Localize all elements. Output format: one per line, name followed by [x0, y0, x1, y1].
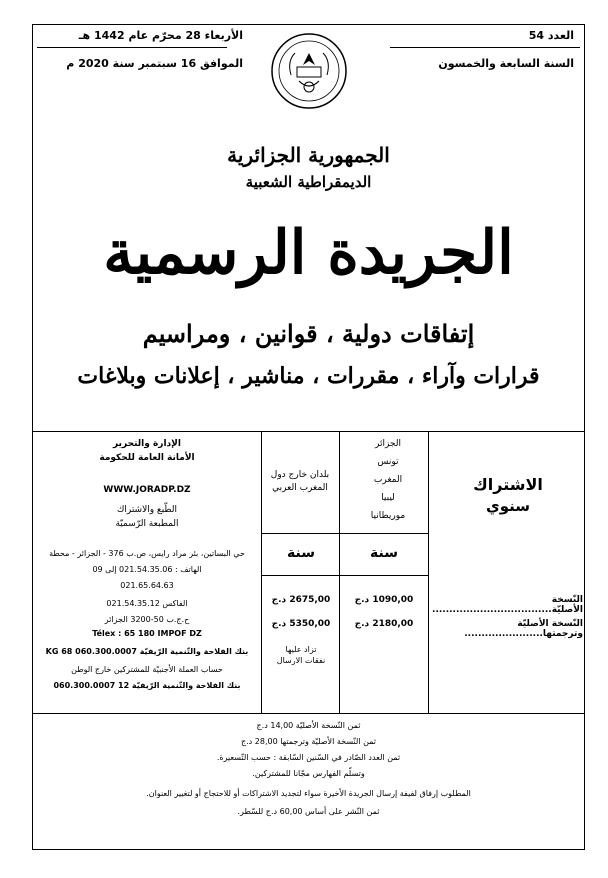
footer-line-1: ثمن النّسخة الأصليّة 14,00 د.ج [256, 721, 361, 730]
page-frame [32, 24, 585, 850]
phone-1: الهاتف : 021.54.35.06 إلى 09 [92, 565, 202, 574]
shipping-note-2: نفقات الارسال [276, 656, 326, 665]
maghreb-countries [353, 435, 423, 525]
other-countries: بلدان خارج دول المغرب العربي [270, 470, 330, 493]
national-emblem-icon [269, 31, 349, 111]
year-label-local: سنة [370, 545, 398, 561]
copy-translation-label: النّسخة الأصليّة وترجمتها....................... [464, 619, 583, 639]
telex: Télex : 65 180 IMPOF DZ [92, 629, 202, 638]
subscription-annual: سنوي [485, 497, 531, 515]
footer-line-6: ثمن النّشر على أساس 60,00 د.ج للسّطر. [237, 807, 380, 816]
website-link[interactable]: WWW.JORADP.DZ [103, 485, 191, 495]
publication-year: السنة السابعة والخمسون [438, 57, 574, 70]
country-item: تونس [377, 457, 399, 467]
col-divider-local [428, 431, 429, 713]
address: حي البساتين، بئر مراد رايس، ص.ب 376 - الجزائر - محطة [49, 549, 245, 558]
footer-line-3: ثمن العدد الصّادر في السّنين السّابقة : حسب التّسعيرة. [216, 753, 401, 762]
phone-2: 021.65.64.63 [120, 581, 174, 590]
country-item: الجزائر [375, 439, 401, 449]
local-price-1: 1090,00 د.ج [354, 595, 414, 605]
table-bottom-rule [33, 713, 584, 714]
fax: الفاكس 021.54.35.12 [106, 599, 188, 608]
newspaper-title: الجريدة الرسمية [103, 218, 514, 288]
header-rule-left [37, 47, 227, 48]
subtitle-line-1: إتفاقات دولية ، قوانين ، ومراسيم [142, 319, 475, 348]
price-header-rule [261, 533, 428, 534]
footer-line-2: ثمن النّسخة الأصليّة وترجمتها 28,00 د.ج [240, 737, 377, 746]
foreign-price-1: 2675,00 د.ج [271, 595, 331, 605]
admin-title: الإدارة والتحرير [113, 439, 181, 449]
admin-secretariat: الأمانة العامة للحكومة [99, 453, 195, 463]
country-item: المغرب [373, 475, 403, 485]
footer-line-4: وتسلّم الفهارس مجّانا للمشتركين. [252, 769, 365, 778]
shipping-note-1: تزاد عليها [285, 645, 317, 654]
republic-title: الجمهورية الجزائرية [227, 143, 390, 167]
price-subheader-rule [261, 575, 428, 576]
subscription-heading: الاشتراك [473, 475, 543, 494]
subtitle-line-2: قرارات وآراء ، مقررات ، مناشير ، إعلانات وبلاغات [77, 363, 540, 389]
democratic-title: الديمقراطية الشعبية [245, 173, 372, 191]
header-rule-right [390, 47, 580, 48]
foreign-price-2: 5350,00 د.ج [271, 619, 331, 629]
official-printing: المطبعة الرّسميّة [115, 519, 179, 529]
issue-number: العدد 54 [528, 29, 574, 42]
foreign-account-label: حساب العملة الأجنبيّة للمشتركين خارج الوطن [71, 665, 223, 674]
printing-label: الطّبع والاشتراك [116, 505, 178, 515]
postal-account: ح.ج.ب 50-3200 الجزائر [104, 615, 190, 624]
hijri-date: الأربعاء 28 محرّم عام 1442 هـ [78, 29, 243, 42]
original-copy-label: النّسخة الأصليّة................................... [432, 595, 583, 615]
local-price-2: 2180,00 د.ج [354, 619, 414, 629]
gregorian-date: الموافق 16 سبتمبر سنة 2020 م [66, 57, 243, 70]
bank-account-1: بنك الفلاحة والتّنمية الرّيفيّة 060.300.0007 68 KG [45, 647, 249, 656]
footer-line-5: المطلوب إرفاق لفيفة إرسال الجريدة الأخيرة سواء لتجديد الاشتراكات أو للاحتجاج أو لتغيير العنوان. [146, 789, 471, 798]
bank-account-2: بنك الفلاحة والتّنمية الرّيفيّة 12 060.300.0007 [53, 681, 241, 690]
year-label-foreign: سنة [287, 545, 315, 561]
country-item: ليبيا [381, 493, 395, 503]
country-item: موريطانيا [370, 511, 406, 521]
table-top-rule [33, 431, 584, 432]
col-divider-admin [261, 431, 262, 713]
col-divider-foreign [339, 431, 340, 713]
